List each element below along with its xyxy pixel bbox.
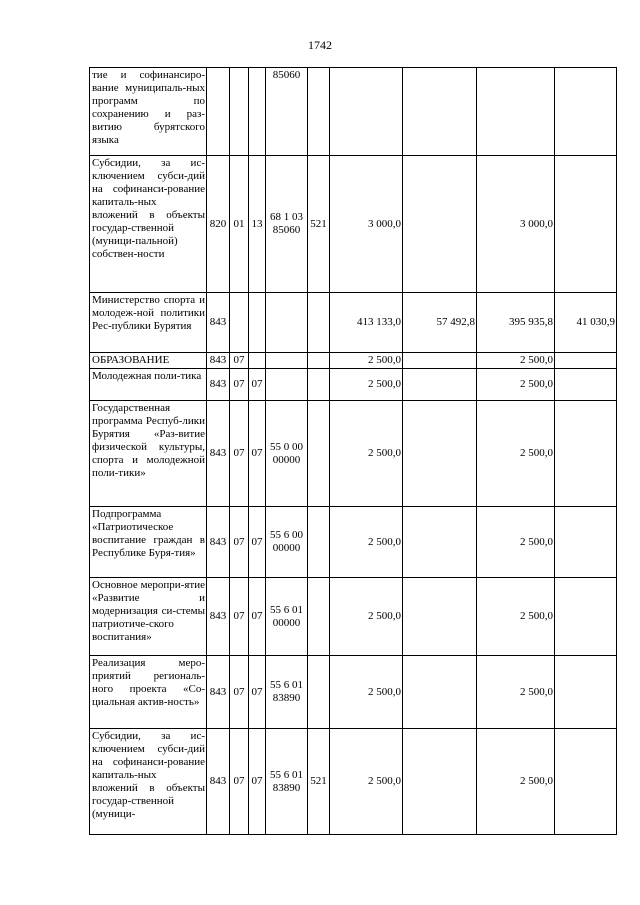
cell-amount-federal bbox=[403, 578, 477, 656]
cell-amount-federal bbox=[403, 369, 477, 401]
table-row bbox=[90, 156, 617, 293]
cell-amount-regional: 2 500,0 bbox=[477, 369, 555, 401]
cell-expense-type-code bbox=[308, 293, 330, 353]
cell-amount-total: 2 500,0 bbox=[330, 401, 403, 507]
table-row bbox=[90, 729, 617, 835]
cell-amount-other bbox=[555, 156, 617, 293]
cell-amount-federal: 57 492,8 bbox=[403, 293, 477, 353]
cell-amount-federal bbox=[403, 507, 477, 578]
cell-target-code: 55 0 00 00000 bbox=[266, 401, 308, 507]
cell-target-code bbox=[266, 369, 308, 401]
cell-target-code: 68 1 03 85060 bbox=[266, 156, 308, 293]
cell-amount-regional: 2 500,0 bbox=[477, 729, 555, 835]
table-row bbox=[90, 578, 617, 656]
cell-amount-regional: 2 500,0 bbox=[477, 507, 555, 578]
page-number: 1742 bbox=[308, 38, 332, 52]
cell-section-code: 07 bbox=[230, 507, 249, 578]
cell-amount-other bbox=[555, 507, 617, 578]
cell-section-code: 07 bbox=[230, 369, 249, 401]
cell-target-code: 85060 bbox=[266, 68, 308, 156]
table-row bbox=[90, 68, 617, 156]
cell-expense-type-code bbox=[308, 68, 330, 156]
cell-amount-other bbox=[555, 401, 617, 507]
cell-target-code bbox=[266, 293, 308, 353]
cell-amount-total: 2 500,0 bbox=[330, 656, 403, 729]
cell-description: Государственная программа Респуб-лики Бурятия «Раз-витие физической культуры, спорта и молодежной поли-тики» bbox=[90, 401, 207, 507]
cell-amount-total: 2 500,0 bbox=[330, 507, 403, 578]
cell-ministry-code: 843 bbox=[207, 507, 230, 578]
cell-amount-regional: 2 500,0 bbox=[477, 353, 555, 369]
cell-amount-total: 2 500,0 bbox=[330, 729, 403, 835]
cell-subsection-code: 07 bbox=[249, 401, 266, 507]
cell-description: Министерство спорта и молодеж-ной политики Рес-публики Бурятия bbox=[90, 293, 207, 353]
budget-table bbox=[89, 67, 617, 835]
cell-amount-regional: 2 500,0 bbox=[477, 578, 555, 656]
cell-expense-type-code: 521 bbox=[308, 156, 330, 293]
cell-amount-federal bbox=[403, 401, 477, 507]
cell-amount-federal bbox=[403, 729, 477, 835]
cell-subsection-code bbox=[249, 293, 266, 353]
cell-ministry-code: 843 bbox=[207, 729, 230, 835]
cell-expense-type-code bbox=[308, 369, 330, 401]
cell-expense-type-code bbox=[308, 401, 330, 507]
table-row bbox=[90, 353, 617, 369]
cell-subsection-code: 07 bbox=[249, 729, 266, 835]
cell-subsection-code bbox=[249, 353, 266, 369]
cell-ministry-code: 843 bbox=[207, 293, 230, 353]
table-row bbox=[90, 369, 617, 401]
cell-amount-regional bbox=[477, 68, 555, 156]
cell-ministry-code bbox=[207, 68, 230, 156]
cell-amount-total: 2 500,0 bbox=[330, 369, 403, 401]
cell-amount-regional: 3 000,0 bbox=[477, 156, 555, 293]
cell-amount-total: 2 500,0 bbox=[330, 353, 403, 369]
table-row bbox=[90, 401, 617, 507]
cell-description: Субсидии, за ис-ключением субси-дий на софинанси-рование капиталь-ных вложений в объекты государ-ственной (муници-пальной) собствен-ности bbox=[90, 156, 207, 293]
cell-section-code: 01 bbox=[230, 156, 249, 293]
cell-amount-regional: 2 500,0 bbox=[477, 401, 555, 507]
cell-amount-total: 3 000,0 bbox=[330, 156, 403, 293]
cell-amount-other: 41 030,9 bbox=[555, 293, 617, 353]
cell-ministry-code: 820 bbox=[207, 156, 230, 293]
cell-section-code: 07 bbox=[230, 578, 249, 656]
cell-subsection-code: 07 bbox=[249, 369, 266, 401]
cell-ministry-code: 843 bbox=[207, 353, 230, 369]
cell-amount-total: 413 133,0 bbox=[330, 293, 403, 353]
cell-subsection-code: 07 bbox=[249, 578, 266, 656]
cell-amount-other bbox=[555, 369, 617, 401]
table-row bbox=[90, 293, 617, 353]
cell-amount-federal bbox=[403, 68, 477, 156]
cell-expense-type-code: 521 bbox=[308, 729, 330, 835]
cell-amount-other bbox=[555, 729, 617, 835]
cell-section-code bbox=[230, 293, 249, 353]
table-row bbox=[90, 507, 617, 578]
cell-description: Основное меропри-ятие «Развитие и модернизация си-стемы патриотиче-ского воспитания» bbox=[90, 578, 207, 656]
cell-target-code: 55 6 01 83890 bbox=[266, 656, 308, 729]
table-row bbox=[90, 656, 617, 729]
cell-amount-federal bbox=[403, 156, 477, 293]
cell-description: тие и софинансиро-вание муниципаль-ных программ по сохранению и раз-витию бурятского языка bbox=[90, 68, 207, 156]
cell-description: Субсидии, за ис-ключением субси-дий на софинанси-рование капиталь-ных вложений в объекты государ-ственной (муници- bbox=[90, 729, 207, 835]
cell-ministry-code: 843 bbox=[207, 369, 230, 401]
cell-ministry-code: 843 bbox=[207, 578, 230, 656]
cell-expense-type-code bbox=[308, 656, 330, 729]
cell-subsection-code: 07 bbox=[249, 656, 266, 729]
cell-description: ОБРАЗОВАНИЕ bbox=[90, 353, 207, 369]
cell-amount-other bbox=[555, 578, 617, 656]
cell-amount-regional: 395 935,8 bbox=[477, 293, 555, 353]
cell-expense-type-code bbox=[308, 578, 330, 656]
cell-target-code: 55 6 01 83890 bbox=[266, 729, 308, 835]
cell-amount-federal bbox=[403, 656, 477, 729]
cell-target-code: 55 6 00 00000 bbox=[266, 507, 308, 578]
cell-subsection-code bbox=[249, 68, 266, 156]
cell-section-code: 07 bbox=[230, 401, 249, 507]
cell-section-code: 07 bbox=[230, 729, 249, 835]
cell-ministry-code: 843 bbox=[207, 401, 230, 507]
cell-amount-total bbox=[330, 68, 403, 156]
cell-section-code: 07 bbox=[230, 656, 249, 729]
cell-amount-regional: 2 500,0 bbox=[477, 656, 555, 729]
cell-expense-type-code bbox=[308, 507, 330, 578]
cell-target-code: 55 6 01 00000 bbox=[266, 578, 308, 656]
cell-section-code bbox=[230, 68, 249, 156]
cell-subsection-code: 13 bbox=[249, 156, 266, 293]
cell-description: Молодежная поли-тика bbox=[90, 369, 207, 401]
cell-amount-other bbox=[555, 353, 617, 369]
cell-target-code bbox=[266, 353, 308, 369]
cell-expense-type-code bbox=[308, 353, 330, 369]
cell-section-code: 07 bbox=[230, 353, 249, 369]
cell-amount-total: 2 500,0 bbox=[330, 578, 403, 656]
cell-description: Подпрограмма «Патриотическое воспитание граждан в Республике Буря-тия» bbox=[90, 507, 207, 578]
cell-amount-federal bbox=[403, 353, 477, 369]
cell-amount-other bbox=[555, 656, 617, 729]
cell-ministry-code: 843 bbox=[207, 656, 230, 729]
cell-subsection-code: 07 bbox=[249, 507, 266, 578]
cell-description: Реализация меро-приятий региональ-ного проекта «Со-циальная актив-ность» bbox=[90, 656, 207, 729]
cell-amount-other bbox=[555, 68, 617, 156]
